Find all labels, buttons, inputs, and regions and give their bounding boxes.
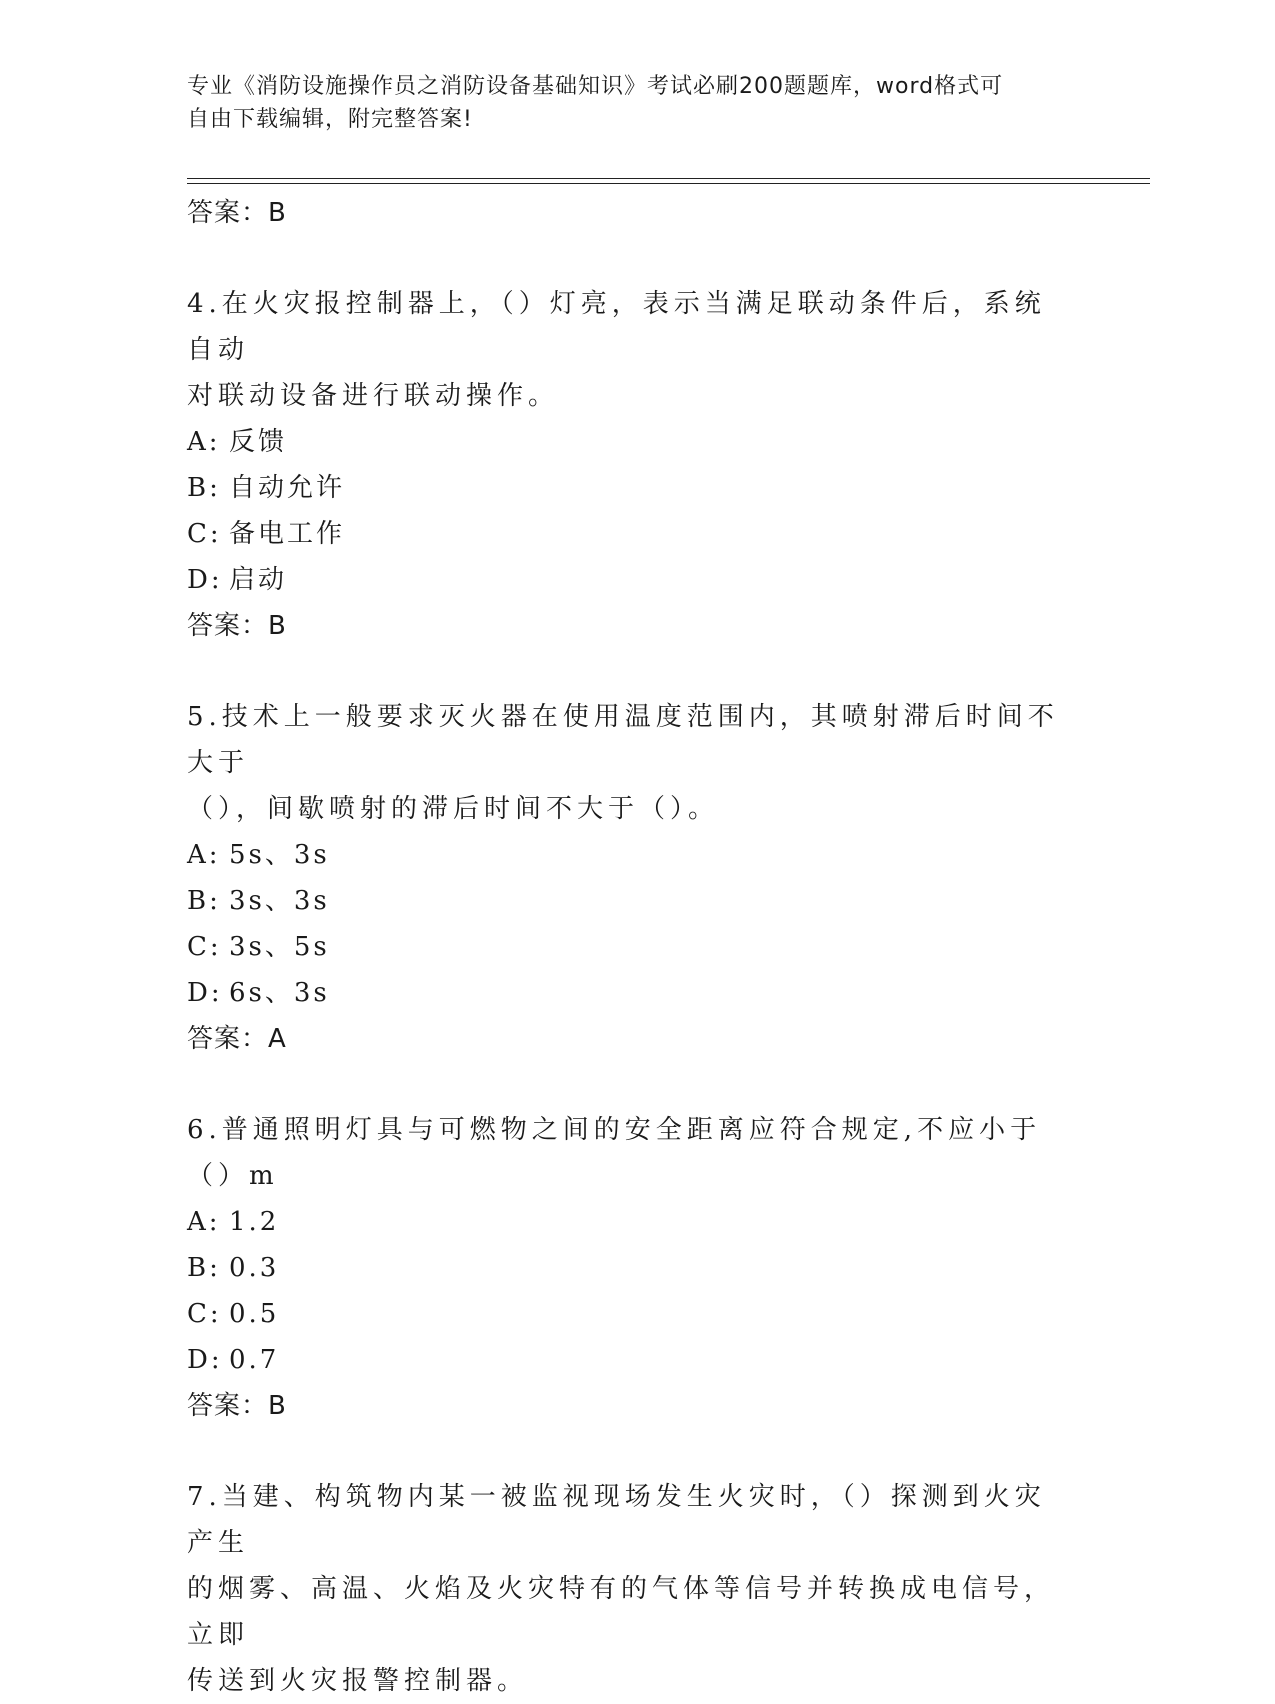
header-line-1: 专业《消防设施操作员之消防设备基础知识》考试必刷200题题库，word格式可 xyxy=(187,74,1004,99)
option-b xyxy=(187,465,1067,511)
option-letter: D: xyxy=(187,565,223,595)
option-text: 0.3 xyxy=(229,1253,280,1283)
answer-line: 答案：B xyxy=(187,1391,287,1421)
option-text: 反馈 xyxy=(229,427,288,457)
option-b xyxy=(187,878,1067,924)
question-text xyxy=(187,281,1067,419)
question-text-line: 传送到火灾报警控制器。 xyxy=(187,1666,529,1696)
question-text-line: 的烟雾、高温、火焰及火灾特有的气体等信号并转换成电信号，立即 xyxy=(187,1574,1056,1650)
option-text: 1.2 xyxy=(229,1207,280,1237)
question-text-line: 6.普通照明灯具与可燃物之间的安全距离应符合规定,不应小于（）m xyxy=(187,1115,1042,1191)
header-line-2: 自由下载编辑，附完整答案! xyxy=(187,107,473,132)
document-header xyxy=(187,70,1067,136)
option-letter: B: xyxy=(187,886,221,916)
option-d xyxy=(187,557,1067,603)
question-block xyxy=(187,281,1067,649)
option-c xyxy=(187,924,1067,970)
answer-line: 答案：B xyxy=(187,198,287,228)
option-c xyxy=(187,1291,1067,1337)
option-letter: C: xyxy=(187,932,222,962)
question-block xyxy=(187,1474,1067,1704)
question-block xyxy=(187,694,1067,1062)
option-letter: C: xyxy=(187,1299,222,1329)
option-text: 5s、3s xyxy=(229,840,330,870)
option-a xyxy=(187,832,1067,878)
option-letter: D: xyxy=(187,1345,223,1375)
header-divider-bottom xyxy=(187,183,1150,184)
option-letter: D: xyxy=(187,978,223,1008)
option-d xyxy=(187,970,1067,1016)
option-c xyxy=(187,511,1067,557)
option-letter: B: xyxy=(187,1253,221,1283)
question-text-line: 7.当建、构筑物内某一被监视现场发生火灾时，（）探测到火灾产生 xyxy=(187,1482,1046,1558)
option-b xyxy=(187,1245,1067,1291)
option-letter: B: xyxy=(187,473,221,503)
option-a xyxy=(187,419,1067,465)
answer-line: 答案：A xyxy=(187,1024,287,1054)
question-block xyxy=(187,1107,1067,1429)
question-text xyxy=(187,694,1067,832)
question-text xyxy=(187,1474,1067,1704)
answer-line: 答案：B xyxy=(187,611,287,641)
option-text: 6s、3s xyxy=(229,978,330,1008)
option-a xyxy=(187,1199,1067,1245)
question-text-line: 对联动设备进行联动操作。 xyxy=(187,381,560,411)
option-text: 备电工作 xyxy=(229,519,346,549)
question-text-line: 5.技术上一般要求灭火器在使用温度范围内，其喷射滞后时间不大于 xyxy=(187,702,1059,778)
option-text: 自动允许 xyxy=(229,473,346,503)
option-text: 3s、5s xyxy=(229,932,330,962)
option-letter: C: xyxy=(187,519,222,549)
option-letter: A: xyxy=(187,840,221,870)
option-d xyxy=(187,1337,1067,1383)
question-text-line: 4.在火灾报控制器上，（）灯亮，表示当满足联动条件后，系统自动 xyxy=(187,289,1046,365)
option-text: 3s、3s xyxy=(229,886,330,916)
question-text-line: （），间歇喷射的滞后时间不大于（）。 xyxy=(187,794,720,824)
option-letter: A: xyxy=(187,1207,221,1237)
question-list xyxy=(187,190,1067,1704)
option-text: 启动 xyxy=(229,565,288,595)
question-text xyxy=(187,1107,1067,1199)
option-text: 0.5 xyxy=(229,1299,280,1329)
option-letter: A: xyxy=(187,427,221,457)
header-divider-top xyxy=(187,178,1150,179)
option-text: 0.7 xyxy=(229,1345,280,1375)
